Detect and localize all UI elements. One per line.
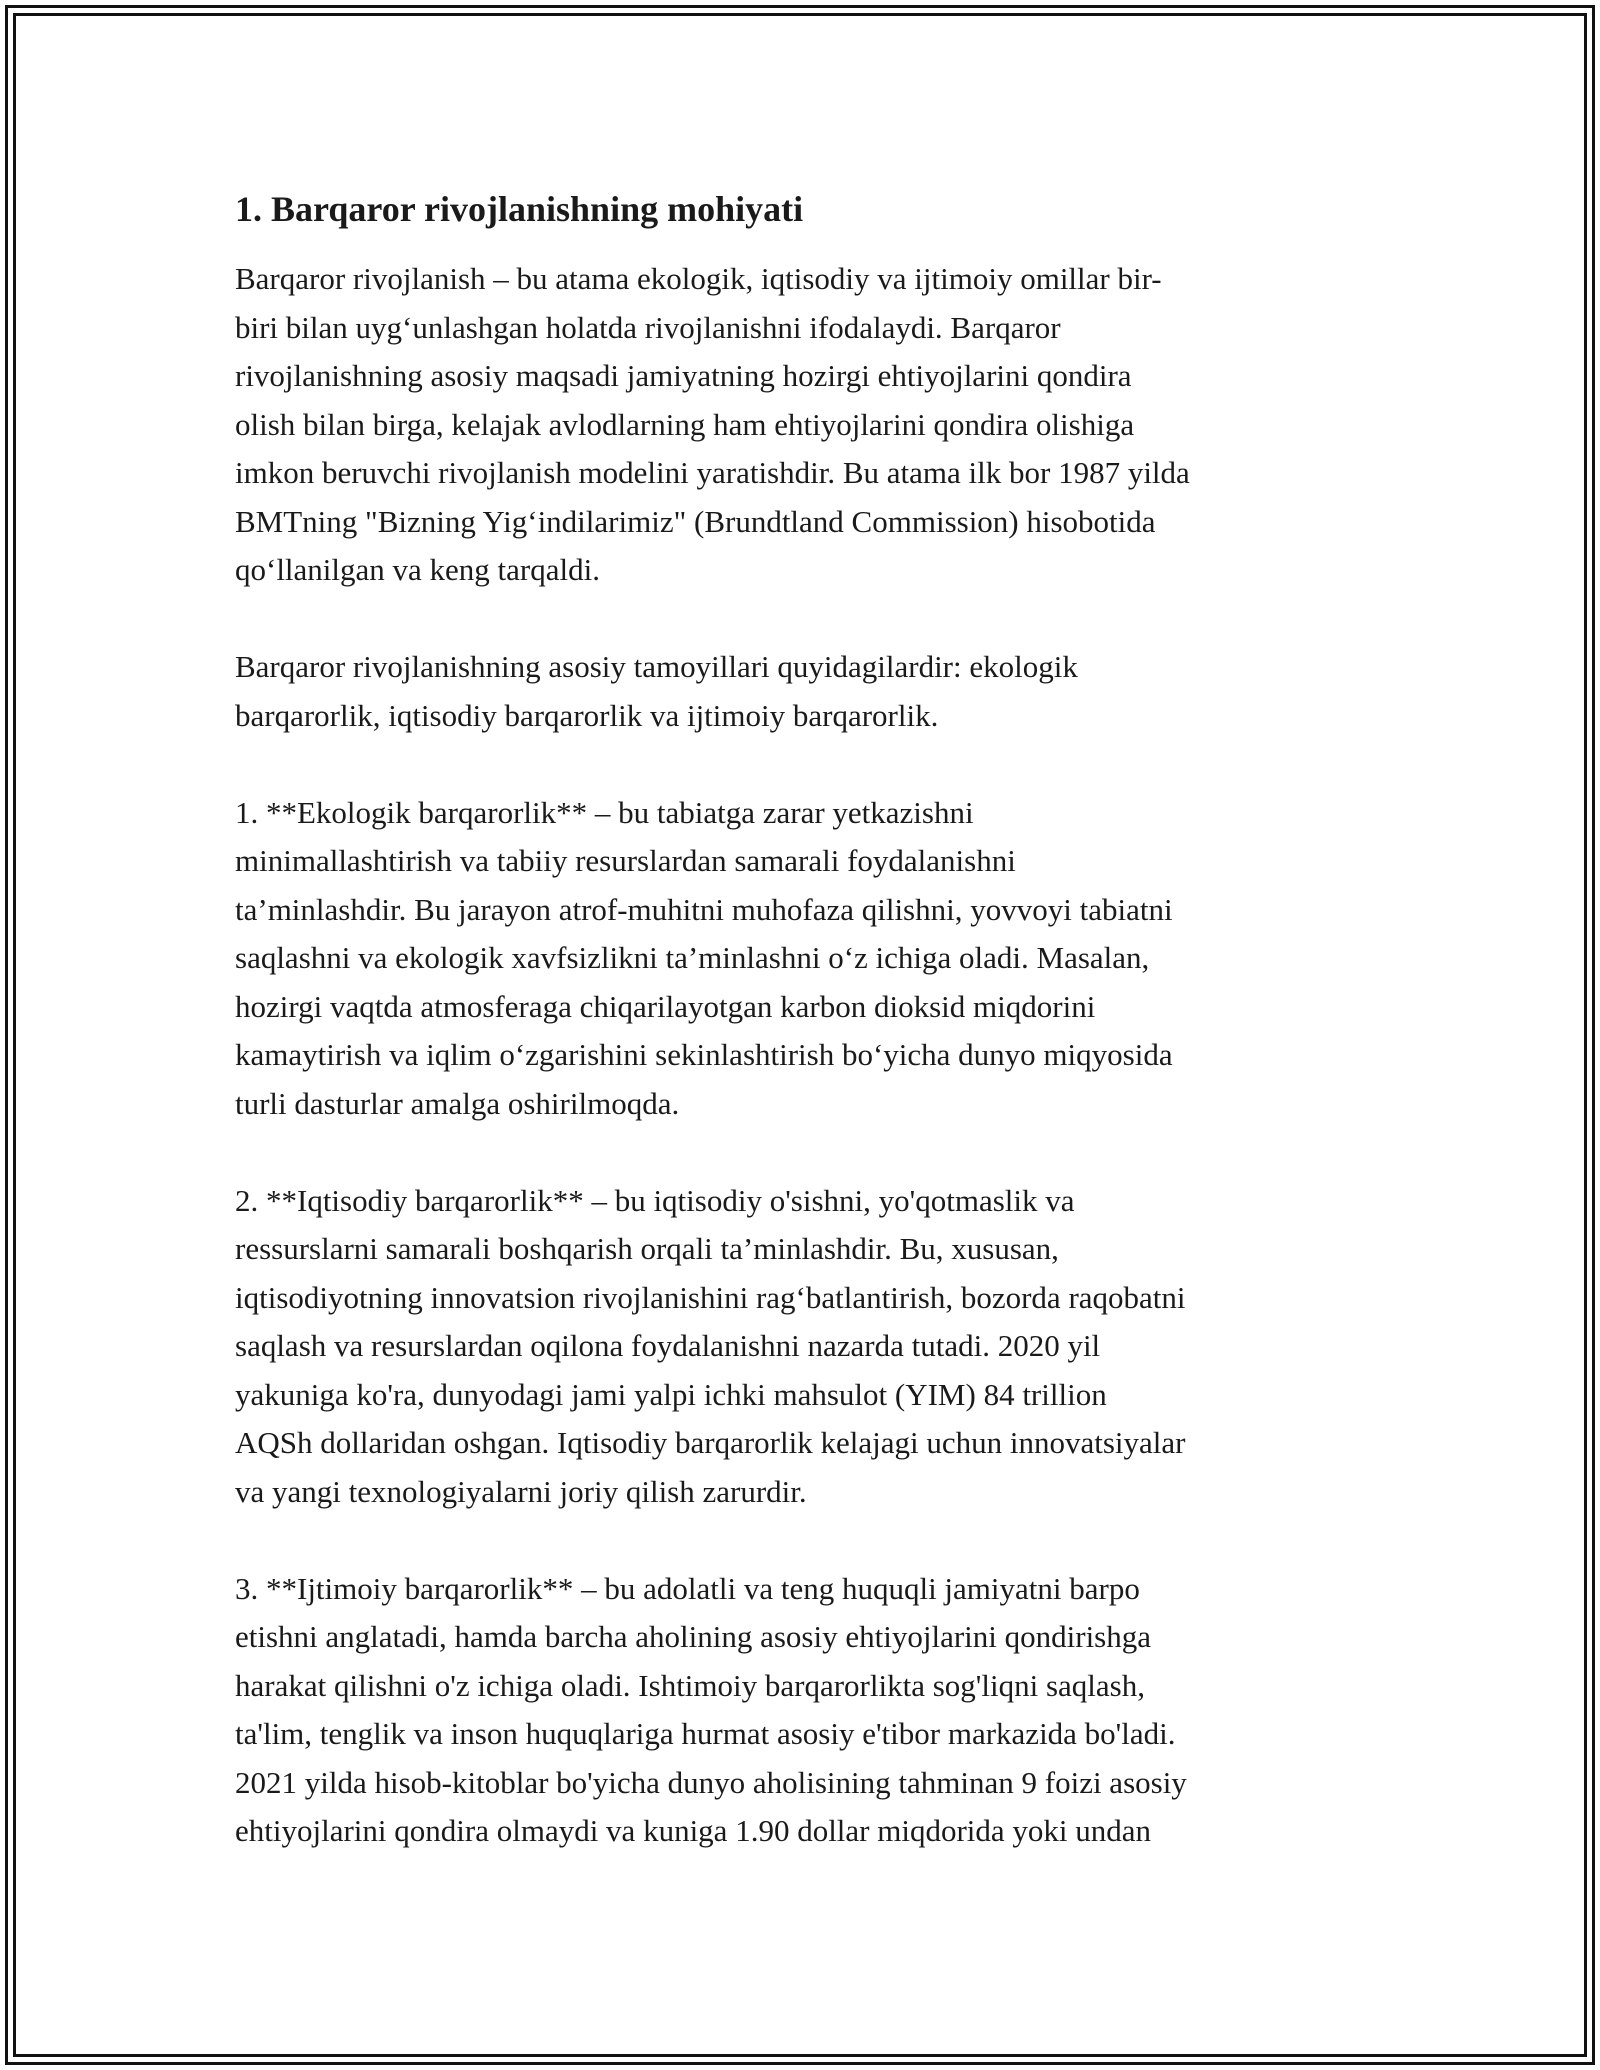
text-line: kamaytirish va iqlim oʻzgarishini sekinlashtirish boʻyicha dunyo miqyosida bbox=[235, 1037, 1173, 1072]
text-line: Barqaror rivojlanishning asosiy tamoyillari quyidagilardir: ekologik bbox=[235, 649, 1078, 684]
text-line: ta'lim, tenglik va inson huquqlariga hurmat asosiy e'tibor markazida bo'ladi. bbox=[235, 1716, 1176, 1751]
text-line: harakat qilishni o'z ichiga oladi. Ishtimoiy barqarorlikta sog'liqni saqlash, bbox=[235, 1667, 1145, 1703]
text-line: etishni anglatadi, hamda barcha aholining asosiy ehtiyojlarini qondirishga bbox=[235, 1619, 1151, 1654]
text-line: BMTning "Bizning Yigʻindilarimiz" (Brundtland Commission) hisobotida bbox=[235, 503, 1156, 539]
text-line: biri bilan uygʻunlashgan holatda rivojlanishni ifodalaydi. Barqaror bbox=[235, 309, 1061, 345]
text-line: turli dasturlar amalga oshirilmoqda. bbox=[235, 1085, 680, 1121]
text-line: ta’minlashdir. Bu jarayon atrof-muhitni muhofaza qilishni, yovvoyi tabiatni bbox=[235, 891, 1173, 927]
text-line: ressurslarni samarali boshqarish orqali ta’minlashdir. Bu, xususan, bbox=[235, 1231, 1059, 1266]
text-line: saqlash va resurslardan oqilona foydalanishni nazarda tutadi. 2020 yil bbox=[235, 1328, 1101, 1363]
text-line: AQSh dollaridan oshgan. Iqtisodiy barqarorlik kelajagi uchun innovatsiyalar bbox=[235, 1425, 1186, 1460]
paragraph-economic bbox=[235, 1177, 1375, 1517]
text-line: barqarorlik, iqtisodiy barqarorlik va ijtimoiy barqarorlik. bbox=[235, 697, 939, 733]
text-line: Barqaror rivojlanish – bu atama ekologik, iqtisodiy va ijtimoiy omillar bir- bbox=[235, 261, 1162, 296]
text-line: rivojlanishning asosiy maqsadi jamiyatning hozirgi ehtiyojlarini qondira bbox=[235, 358, 1132, 393]
text-line: ehtiyojlarini qondira olmaydi va kuniga 1.90 dollar miqdorida yoki undan bbox=[235, 1813, 1152, 1848]
paragraph-principles bbox=[235, 643, 1375, 740]
text-line: 2021 yilda hisob-kitoblar bo'yicha dunyo aholisining tahminan 9 foizi asosiy bbox=[235, 1764, 1187, 1800]
text-line: saqlashni va ekologik xavfsizlikni ta’minlashni oʻz ichiga oladi. Masalan, bbox=[235, 940, 1150, 975]
text-line: iqtisodiyotning innovatsion rivojlanishini ragʻbatlantirish, bozorda raqobatni bbox=[235, 1279, 1186, 1315]
document-body bbox=[235, 185, 1375, 1904]
text-line: 2. **Iqtisodiy barqarorlik** – bu iqtisodiy o'sishni, yo'qotmaslik va bbox=[235, 1182, 1075, 1218]
text-line: minimallashtirish va tabiiy resurslardan samarali foydalanishni bbox=[235, 843, 1016, 878]
text-line: va yangi texnologiyalarni joriy qilish zarurdir. bbox=[235, 1473, 807, 1509]
text-line: olish bilan birga, kelajak avlodlarning ham ehtiyojlarini qondira olishiga bbox=[235, 406, 1135, 442]
paragraph-ecological bbox=[235, 789, 1375, 1129]
text-line: yakuniga ko'ra, dunyodagi jami yalpi ichki mahsulot (YIM) 84 trillion bbox=[235, 1376, 1107, 1412]
paragraph-definition bbox=[235, 255, 1375, 595]
text-line: hozirgi vaqtda atmosferaga chiqarilayotgan karbon dioksid miqdorini bbox=[235, 988, 1096, 1024]
text-line: 3. **Ijtimoiy barqarorlik** – bu adolatli va teng huquqli jamiyatni barpo bbox=[235, 1570, 1140, 1606]
text-line: 1. **Ekologik barqarorlik** – bu tabiatga zarar yetkazishni bbox=[235, 794, 974, 830]
section-heading: 1. Barqaror rivojlanishning mohiyati bbox=[235, 189, 804, 229]
text-line: imkon beruvchi rivojlanish modelini yaratishdir. Bu atama ilk bor 1987 yilda bbox=[235, 455, 1190, 490]
paragraph-social bbox=[235, 1565, 1375, 1856]
text-line: qoʻllanilgan va keng tarqaldi. bbox=[235, 552, 600, 587]
